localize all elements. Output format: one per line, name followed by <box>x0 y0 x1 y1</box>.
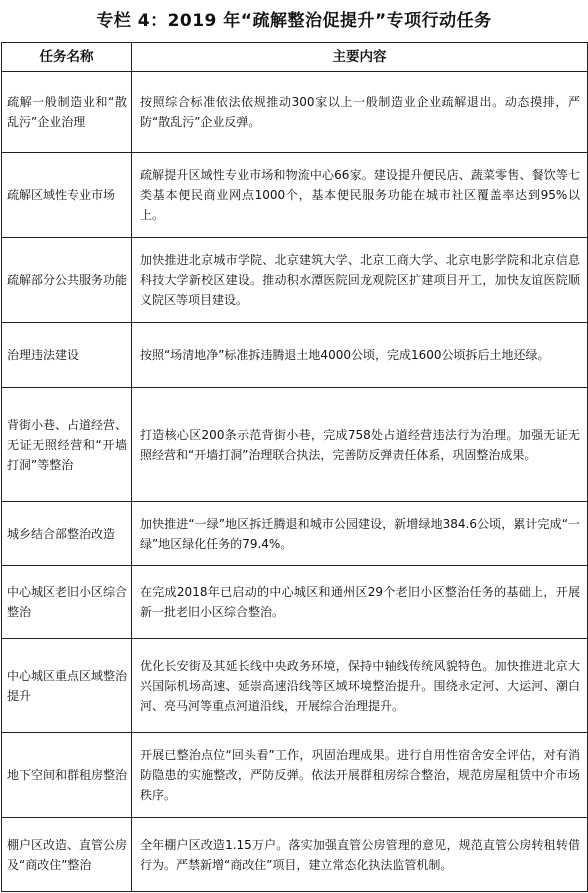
task-name-cell: 地下空间和群租房整治 <box>2 733 132 818</box>
task-content-cell: 打造核心区200条示范背街小巷，完成758处占道经营违法行为治理。加强无证无照经营和“开墙打洞”治理联合执法，完善防反弹责任体系，巩固整治成果。 <box>132 388 588 502</box>
task-content-cell: 按照“场清地净”标准拆违腾退土地4000公顷，完成1600公顷拆后土地还绿。 <box>132 323 588 388</box>
table-header-row <box>2 43 588 72</box>
table-row <box>2 818 588 892</box>
table-row <box>2 566 588 639</box>
task-name-cell: 疏解一般制造业和“散乱污”企业治理 <box>2 72 132 153</box>
table-row <box>2 639 588 733</box>
task-name-cell: 治理违法建设 <box>2 323 132 388</box>
task-name-cell: 中心城区重点区域整治提升 <box>2 639 132 733</box>
table-row <box>2 72 588 153</box>
table-row <box>2 388 588 502</box>
task-name-cell: 背街小巷、占道经营、无证无照经营和“开墙打洞”等整治 <box>2 388 132 502</box>
task-table <box>1 42 588 892</box>
table-row <box>2 733 588 818</box>
task-name-cell: 城乡结合部整治改造 <box>2 502 132 566</box>
task-content-cell: 在完成2018年已启动的中心城区和通州区29个老旧小区整治任务的基础上，开展新一批老旧小区综合整治。 <box>132 566 588 639</box>
page-title: 专栏 4：2019 年“疏解整治促提升”专项行动任务 <box>96 11 492 31</box>
task-name-cell: 疏解区域性专业市场 <box>2 153 132 238</box>
table-row <box>2 323 588 388</box>
task-content-cell: 加快推进北京城市学院、北京建筑大学、北京工商大学、北京电影学院和北京信息科技大学新校区建设。推动积水潭医院回龙观院区扩建项目开工，加快友谊医院顺义院区等项目建设。 <box>132 238 588 323</box>
task-content-cell: 加快推进“一绿”地区拆迁腾退和城市公园建设，新增绿地384.6公顷，累计完成“一绿”地区绿化任务的79.4%。 <box>132 502 588 566</box>
header-main-content: 主要内容 <box>132 43 588 72</box>
header-task-name: 任务名称 <box>2 43 132 72</box>
task-content-cell: 开展已整治点位“回头看”工作，巩固治理成果。进行自用性宿舍安全评估，对有消防隐患的实施整改，严防反弹。依法开展群租房综合整治，规范房屋租赁中介市场秩序。 <box>132 733 588 818</box>
task-content-cell: 按照综合标准依法依规推动300家以上一般制造业企业疏解退出。动态摸排，严防“散乱污”企业反弹。 <box>132 72 588 153</box>
task-name-cell: 棚户区改造、直管公房及“商改住”整治 <box>2 818 132 892</box>
task-content-cell: 疏解提升区域性专业市场和物流中心66家。建设提升便民店、蔬菜零售、餐饮等七类基本便民商业网点1000个，基本便民服务功能在城市社区覆盖率达到95%以上。 <box>132 153 588 238</box>
table-row <box>2 238 588 323</box>
table-row <box>2 502 588 566</box>
task-content-cell: 全年棚户区改造1.15万户。落实加强直管公房管理的意见，规范直管公房转租转借行为。严禁新增“商改住”项目，建立常态化执法监管机制。 <box>132 818 588 892</box>
task-name-cell: 疏解部分公共服务功能 <box>2 238 132 323</box>
task-content-cell: 优化长安街及其延长线中央政务环境，保持中轴线传统风貌特色。加快推进北京大兴国际机场高速、延崇高速沿线等区域环境整治提升。围绕永定河、大运河、潮白河、亮马河等重点河道沿线，开展综合治理提升。 <box>132 639 588 733</box>
task-name-cell: 中心城区老旧小区综合整治 <box>2 566 132 639</box>
table-row <box>2 153 588 238</box>
